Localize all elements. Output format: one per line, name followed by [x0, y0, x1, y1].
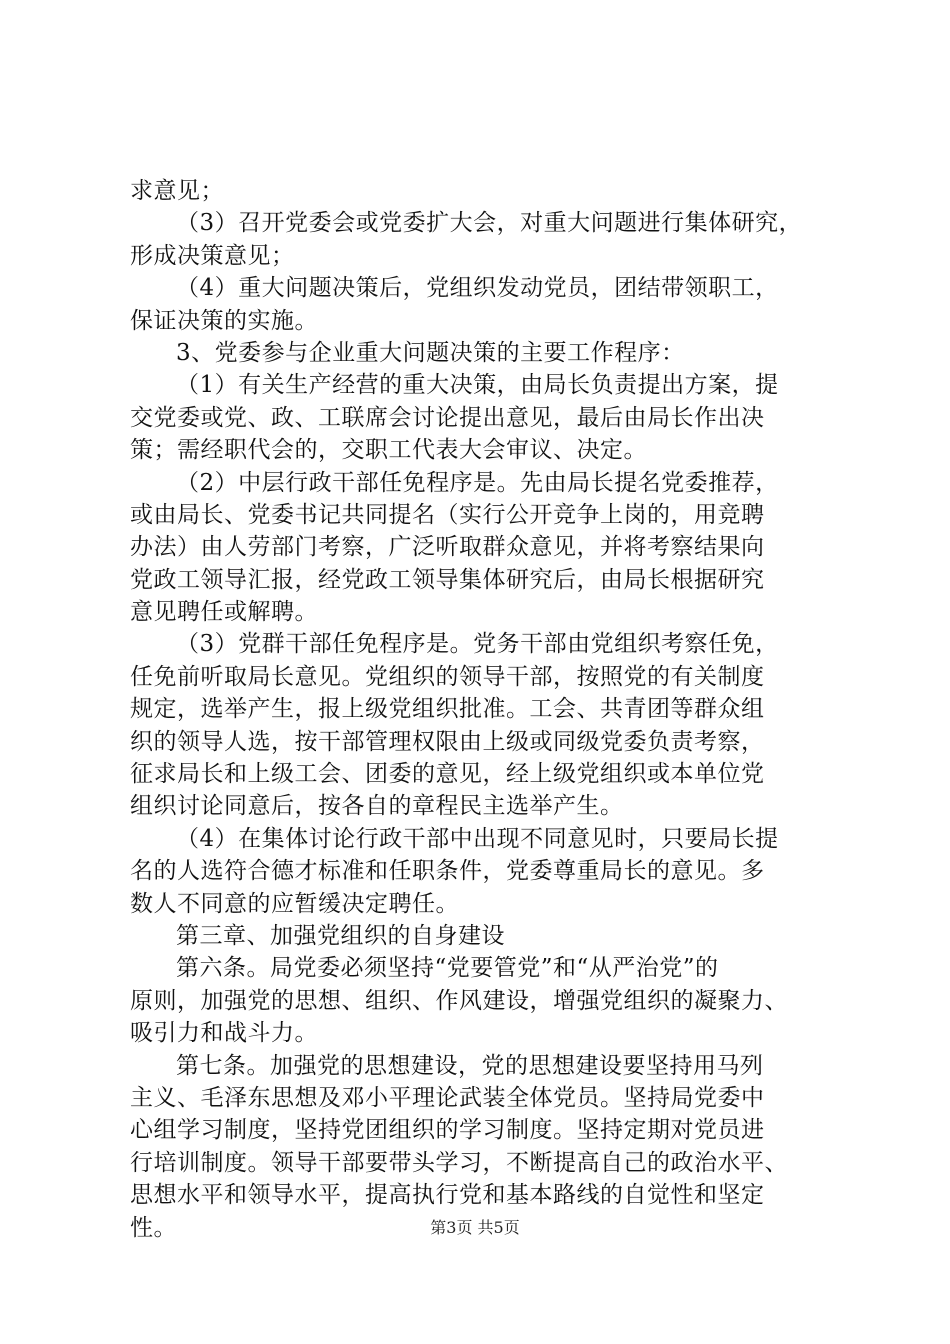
text-line: 名的人选符合德才标准和任职条件，党委尊重局长的意见。多 — [130, 858, 765, 885]
text-line: 织的领导人选，按干部管理权限由上级或同级党委负责考察， — [130, 728, 765, 755]
text-line: 征求局长和上级工会、团委的意见，经上级党组织或本单位党 — [130, 761, 765, 788]
text-line: 办法）由人劳部门考察，广泛听取群众意见，并将考察结果向 — [130, 534, 765, 561]
text-line: 原则，加强党的思想、组织、作风建设，增强党组织的凝聚力、 — [130, 987, 788, 1014]
text-line: 形成决策意见； — [130, 242, 295, 269]
text-line: （1）有关生产经营的重大决策，由局长负责提出方案，提 — [176, 372, 779, 399]
text-line: 思想水平和领导水平，提高执行党和基本路线的自觉性和坚定 — [130, 1182, 765, 1209]
text-line: 或由局长、党委书记共同提名（实行公开竞争上岗的，用竞聘 — [130, 501, 765, 528]
text-line: 策；需经职代会的，交职工代表大会审议、决定。 — [130, 437, 647, 464]
text-line: 第七条。加强党的思想建设，党的思想建设要坚持用马列 — [176, 1052, 764, 1079]
text-line: （3）党群干部任免程序是。党务干部由党组织考察任免， — [176, 631, 779, 658]
page-footer: 第3页 共5页 — [430, 1218, 520, 1237]
text-line: 行培训制度。领导干部要带头学习，不断提高自己的政治水平、 — [130, 1149, 788, 1176]
text-line: 第六条。局党委必须坚持“党要管党”和“从严治党”的 — [176, 955, 719, 982]
text-line: 吸引力和战斗力。 — [130, 1020, 318, 1047]
document-body — [130, 175, 840, 1244]
text-line: 3、党委参与企业重大问题决策的主要工作程序： — [176, 339, 685, 366]
text-line: 意见聘任或解聘。 — [130, 599, 318, 626]
text-line: （3）召开党委会或党委扩大会，对重大问题进行集体研究， — [176, 210, 803, 237]
text-line: 性。 — [130, 1214, 177, 1241]
text-line: 组织讨论同意后，按各自的章程民主选举产生。 — [130, 793, 624, 820]
text-line: （2）中层行政干部任免程序是。先由局长提名党委推荐， — [176, 469, 779, 496]
text-line: （4）重大问题决策后，党组织发动党员，团结带领职工， — [176, 275, 779, 302]
text-line: 党政工领导汇报，经党政工领导集体研究后，由局长根据研究 — [130, 566, 765, 593]
text-line: 任免前听取局长意见。党组织的领导干部，按照党的有关制度 — [130, 663, 765, 690]
text-line: 保证决策的实施。 — [130, 307, 318, 334]
text-line: 主义、毛泽东思想及邓小平理论武装全体党员。坚持局党委中 — [130, 1084, 765, 1111]
text-line: 数人不同意的应暂缓决定聘任。 — [130, 890, 459, 917]
text-line: 规定，选举产生，报上级党组织批准。工会、共青团等群众组 — [130, 696, 765, 723]
text-line: 交党委或党、政、工联席会讨论提出意见，最后由局长作出决 — [130, 404, 765, 431]
text-line: 第三章、加强党组织的自身建设 — [176, 922, 505, 949]
text-line: 求意见； — [130, 178, 224, 204]
text-line: 心组学习制度，坚持党团组织的学习制度。坚持定期对党员进 — [130, 1117, 765, 1144]
text-line: （4）在集体讨论行政干部中出现不同意见时，只要局长提 — [176, 825, 779, 852]
